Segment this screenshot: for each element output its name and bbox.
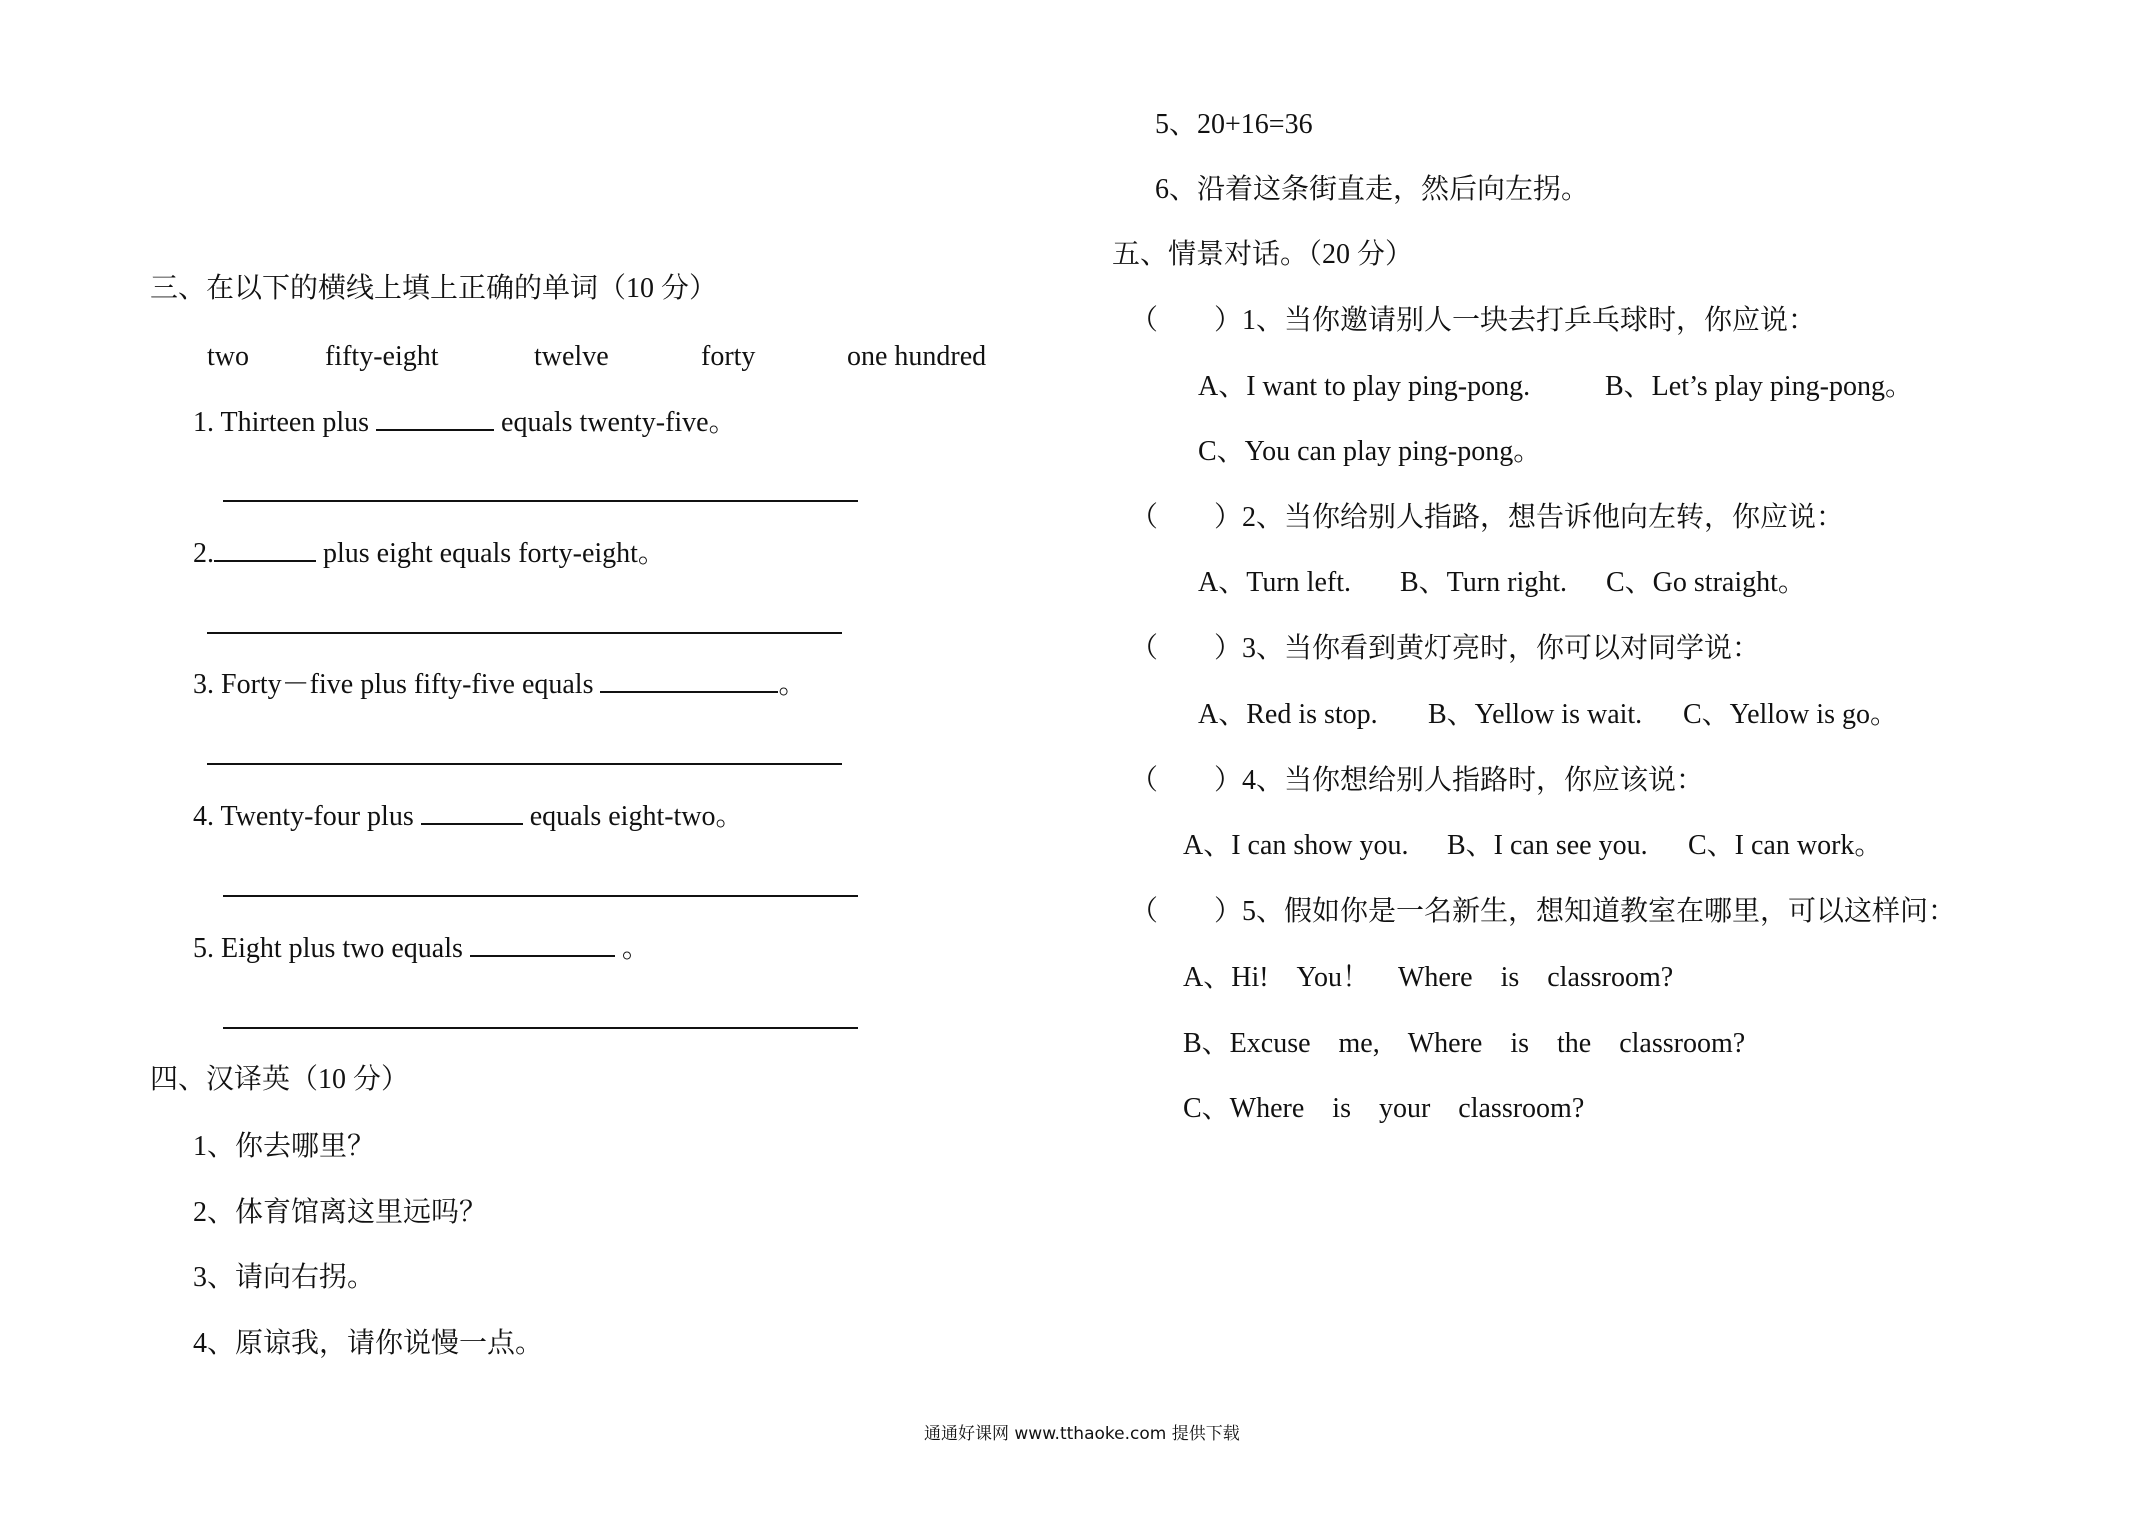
option: C、Where is your classroom? — [1183, 1093, 1585, 1124]
section-3-title: 三、在以下的横线上填上正确的单词（10 分） — [150, 273, 718, 304]
option: A、I can show you. — [1183, 830, 1409, 861]
question-text: 5、假如你是一名新生，想知道教室在哪里，可以这样问： — [1242, 896, 1957, 927]
section-5-title: 五、情景对话。（20 分） — [1112, 239, 1414, 270]
answer-blank[interactable] — [376, 407, 494, 431]
option: B、Let’s play ping-pong。 — [1605, 371, 1913, 402]
question-text: 4、当你想给别人指路时，你应该说： — [1242, 765, 1705, 796]
answer-blank[interactable] — [421, 801, 523, 825]
fill-question-3 — [193, 668, 807, 702]
answer-paren[interactable]: （ ） — [1130, 765, 1243, 796]
answer-blank[interactable] — [470, 933, 615, 957]
option: A、Hi! You！ Where is classroom? — [1183, 962, 1674, 993]
option: B、Turn right. — [1400, 567, 1568, 598]
option: A、Red is stop. — [1198, 699, 1378, 730]
translation-item: 2、体育馆离这里远吗？ — [193, 1197, 488, 1228]
question-text: 1. Thirteen plus — [193, 407, 370, 438]
question-text: 4. Twenty-four plus — [193, 801, 414, 832]
option: B、Excuse me, Where is the classroom? — [1183, 1028, 1746, 1059]
dialog-question-4 — [1130, 764, 1704, 798]
answer-paren[interactable]: （ ） — [1130, 502, 1243, 533]
question-text: plus eight equals forty-eight。 — [323, 538, 666, 569]
answer-paren[interactable]: （ ） — [1130, 305, 1243, 336]
dialog-question-3 — [1130, 632, 1760, 666]
question-text: 2. — [193, 538, 214, 569]
fill-question-1 — [193, 406, 737, 440]
answer-blank[interactable] — [214, 538, 316, 562]
translation-item: 6、沿着这条街直走，然后向左拐。 — [1155, 174, 1590, 205]
question-text: 1、当你邀请别人一块去打乒乓球时，你应说： — [1242, 305, 1817, 336]
question-text: 。 — [621, 933, 650, 964]
word-bank-item: one hundred — [847, 341, 987, 372]
dialog-question-2 — [1130, 501, 1844, 535]
translation-item: 1、你去哪里？ — [193, 1131, 376, 1162]
answer-blank[interactable] — [600, 669, 778, 693]
answer-line[interactable] — [207, 763, 842, 765]
word-bank-item: fifty-eight — [325, 341, 439, 372]
word-bank-item: forty — [701, 341, 756, 372]
footer-credit: 通通好课网 www.tthaoke.com 提供下载 — [924, 1424, 1240, 1444]
fill-question-5 — [193, 932, 650, 966]
question-text: 5. Eight plus two equals — [193, 933, 463, 964]
option: C、Yellow is go。 — [1683, 699, 1898, 730]
answer-paren[interactable]: （ ） — [1130, 633, 1243, 664]
question-text: 2、当你给别人指路，想告诉他向左转，你应说： — [1242, 502, 1845, 533]
option: A、Turn left. — [1198, 567, 1351, 598]
answer-line[interactable] — [223, 1027, 858, 1029]
option: C、Go straight。 — [1606, 567, 1806, 598]
dialog-question-1 — [1130, 304, 1816, 338]
fill-question-2 — [193, 537, 666, 571]
translation-item: 3、请向右拐。 — [193, 1262, 376, 1293]
answer-line[interactable] — [207, 632, 842, 634]
question-text: 3、当你看到黄灯亮时，你可以对同学说： — [1242, 633, 1761, 664]
translation-item: 4、原谅我，请你说慢一点。 — [193, 1328, 544, 1359]
translation-item: 5、20+16=36 — [1155, 109, 1313, 140]
question-text: 。 — [778, 669, 807, 700]
answer-line[interactable] — [223, 895, 858, 897]
question-text: 3. Forty－five plus fifty-five equals — [193, 669, 594, 700]
answer-line[interactable] — [223, 500, 858, 502]
section-4-title: 四、汉译英（10 分） — [150, 1064, 410, 1095]
word-bank-item: twelve — [534, 341, 609, 372]
option: C、I can work。 — [1688, 830, 1883, 861]
option: A、I want to play ping-pong. — [1198, 371, 1531, 402]
word-bank-item: two — [207, 341, 249, 372]
option: B、Yellow is wait. — [1428, 699, 1643, 730]
option: C、You can play ping-pong。 — [1198, 436, 1542, 467]
option: B、I can see you. — [1447, 830, 1648, 861]
question-text: equals twenty-five。 — [501, 407, 737, 438]
dialog-question-5 — [1130, 895, 1956, 929]
question-text: equals eight-two。 — [529, 801, 744, 832]
answer-paren[interactable]: （ ） — [1130, 896, 1243, 927]
fill-question-4 — [193, 800, 744, 834]
